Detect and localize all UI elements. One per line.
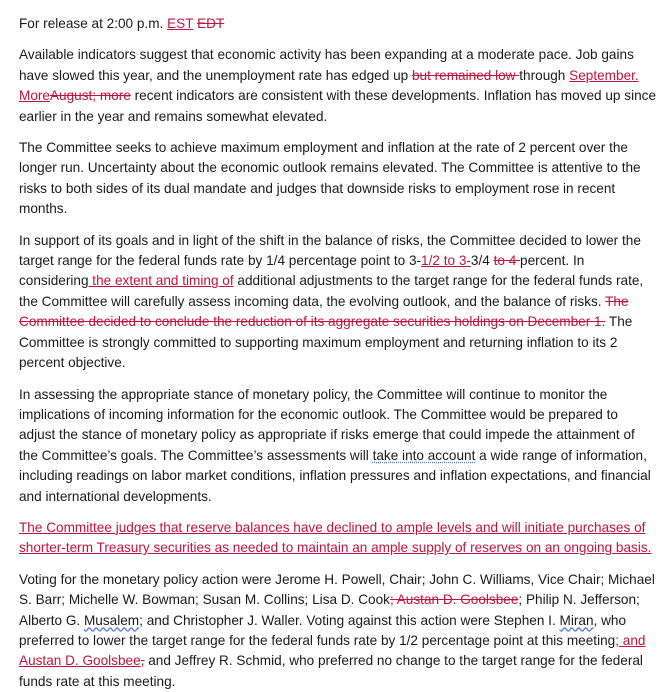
deleted-sentence: The Committee decided to conclude the reduction of its aggregate securities holdings on December 1. bbox=[19, 293, 629, 330]
paragraph-economic-activity bbox=[19, 45, 656, 127]
text-run: a wide range of information, including readings on labor market conditions, inflation pressures and inflation expectations, and financial and international developments. bbox=[19, 447, 651, 504]
text-run: additional adjustments to the target range for the federal funds rate, the Committee will carefully assess incoming data, the evolving outlook, and the balance of risks. bbox=[19, 273, 644, 309]
text-run: through bbox=[519, 67, 570, 83]
deleted-text: , bbox=[140, 653, 145, 669]
text-run: recent indicators are consistent with these developments. Inflation has moved up since earlier in the year and remains somewhat elevated. bbox=[19, 88, 657, 124]
text-run: 3/4 bbox=[470, 253, 494, 269]
inserted-text: 1/2 to 3- bbox=[421, 253, 471, 269]
inserted-timezone: EST bbox=[167, 16, 194, 31]
release-line bbox=[19, 14, 656, 34]
paragraph-committee-goals: The Committee seeks to achieve maximum employment and inflation at the rate of 2 percent over the longer run. Uncertainty about the economic outlook remains elevated. The Committee is attentive to the risks to both sides of its dual mandate and judges that downside risks to employment rose in recent months. bbox=[19, 140, 641, 217]
text-run: In support of its goals and in light of the shift in the balance of risks, the Committee decided to lower the target range for the federal funds rate by 1/4 percentage point to 3- bbox=[19, 232, 641, 269]
spell-flagged-name: Miran bbox=[559, 612, 594, 628]
text-run: Available indicators suggest that economic activity has been expanding at a moderate pace. Job gains have slowed this year, and the unemployment rate has edged up bbox=[19, 47, 634, 83]
paragraph-rate-decision bbox=[19, 231, 656, 374]
deleted-text: to 4 bbox=[493, 253, 521, 269]
paragraph-reserve-balances bbox=[19, 518, 656, 559]
text-run: , who preferred to lower the target range for the federal funds rate by 1/2 percentage point at this meeting bbox=[19, 612, 627, 648]
inserted-paragraph: The Committee judges that reserve balances have declined to ample levels and will initiate purchases of shorter-term Treasury securities as needed to maintain an ample supply of reserves on an ongoing basis. bbox=[19, 519, 652, 556]
deleted-text: August; more bbox=[49, 88, 131, 104]
inserted-text: the extent and timing of bbox=[88, 273, 234, 289]
deleted-timezone: EDT bbox=[197, 16, 225, 31]
release-text: For release at 2:00 p.m. bbox=[19, 16, 168, 31]
text-run: percent. In considering bbox=[19, 253, 585, 289]
spell-flagged-name: Musalem bbox=[83, 612, 140, 628]
grammar-flagged-text: take into account bbox=[372, 447, 476, 463]
text-run: Voting for the monetary policy action were Jerome H. Powell, Chair; John C. Williams, Vice Chair; Michael S. Barr; Michelle W. Bowman; Susan M. Collins; Lisa D. Cook bbox=[19, 571, 655, 608]
deleted-text: but remained low bbox=[411, 67, 520, 83]
deleted-text: ; Austan D. Goolsbee bbox=[389, 592, 519, 608]
text-run: The Committee is strongly committed to supporting maximum employment and returning inflation to its 2 percent objective. bbox=[19, 314, 633, 371]
text-run: In assessing the appropriate stance of monetary policy, the Committee will continue to monitor the implications of incoming information for the economic outlook. The Committee would be prepared to adjust the stance of monetary policy as appropriate if risks emerge that could impede the attainment of the Committee’s goals. The Committee’s assessments will bbox=[19, 386, 635, 463]
inserted-text: September. More bbox=[19, 67, 639, 104]
inserted-text: ; and Austan D. Goolsbee bbox=[19, 632, 646, 669]
text-run: ; Philip N. Jefferson; Alberto G. bbox=[19, 592, 640, 628]
paragraph-policy-stance bbox=[19, 385, 656, 507]
text-run: ; and Christopher J. Waller. Voting against this action were Stephen I. bbox=[139, 612, 560, 628]
text-run: and Jeffrey R. Schmid, who preferred no change to the target range for the federal funds rate at this meeting. bbox=[19, 653, 643, 689]
paragraph-voting bbox=[19, 570, 656, 692]
